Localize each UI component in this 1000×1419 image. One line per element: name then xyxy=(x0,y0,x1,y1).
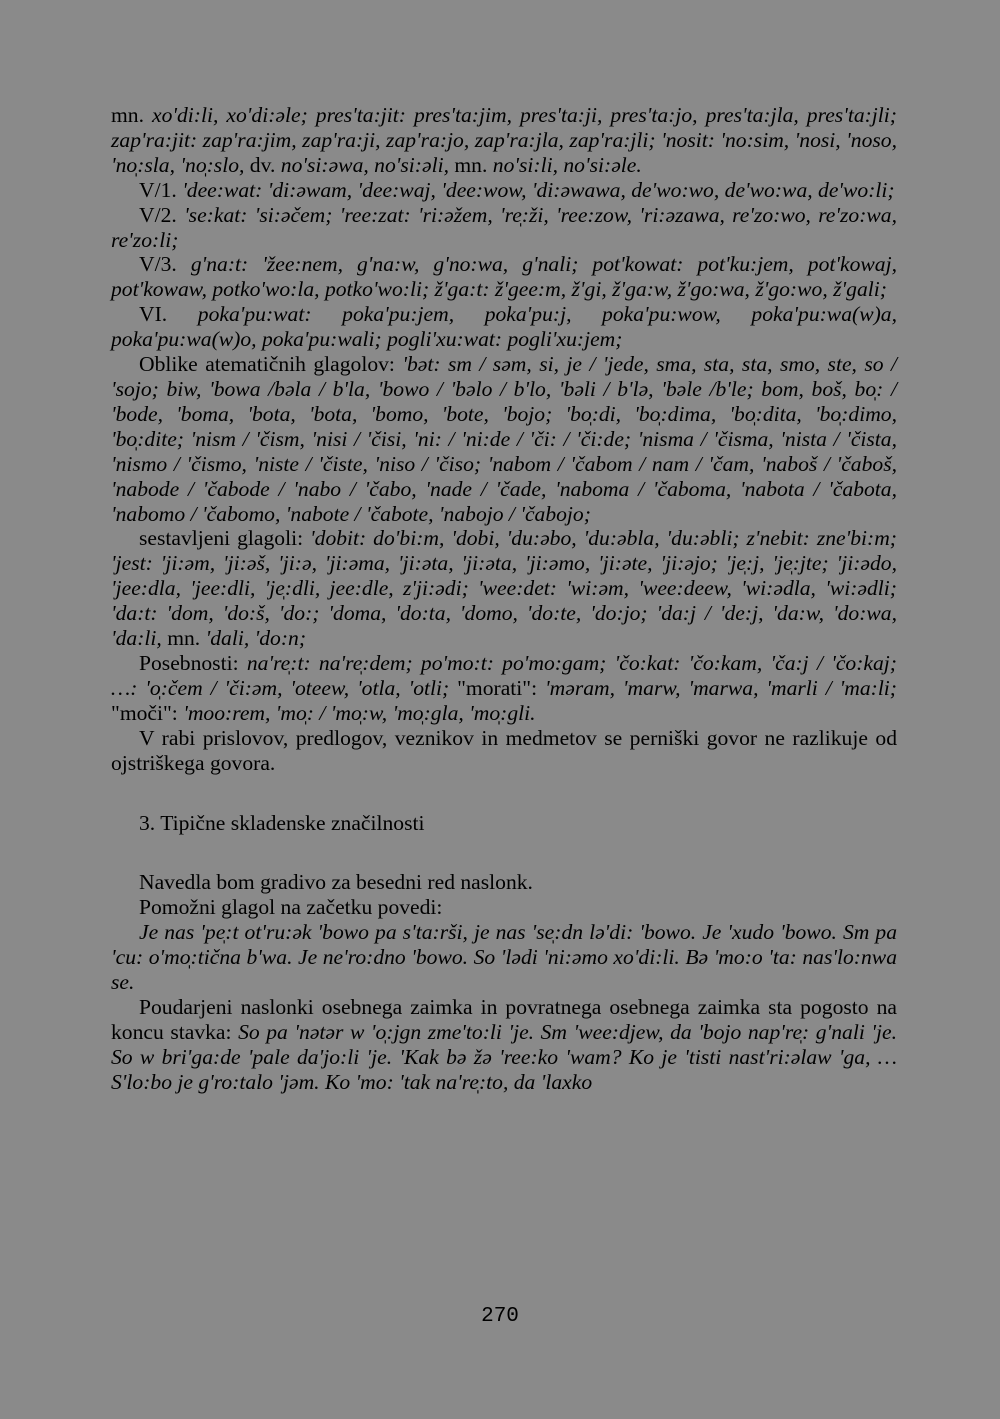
italic-segment: 'dobit: do'bi:m, 'dobi, 'du:əbo, 'du:əbla, 'du:əbli; z'nebit: zne'bi:m; 'jest: 'ji:əm, 'ji:əš, 'ji:ə, 'ji:əma, 'ji:əta, 'ji:əta, 'ji:əmo, 'ji:əte, 'ji:əjo; 'je̩:j, 'je̩:jte; 'ji:ədo, 'jee:dla, 'jee:dli, 'je̩:dli, jee:dle, z'ji:ədi; 'wee:det: 'wi:əm, 'wee:deew, 'wi:ədla, 'wi:ədli; 'da:t: 'dom, 'do:š, 'do:; 'doma, 'do:ta, 'domo, 'do:te, 'do:jo; 'da:j / 'de:j, 'da:w, 'do:wa, 'da:li, xyxy=(111,526,897,651)
paragraph xyxy=(111,995,897,1095)
body-text xyxy=(111,103,897,1095)
page-number: 270 xyxy=(481,1305,519,1328)
paragraph xyxy=(111,302,897,352)
italic-segment: So pa 'nətər w 'o̩:jgn zme'to:li 'je. Sm 'wee:djew, da 'bojo nap're̩: g'nali 'je. So w bri'ga:de 'pale da'jo:li 'je. 'Kak bə žə 'ree:ko 'wam? Ko je 'tisti nast'ri:əlaw 'ga, … S'lo:bo je g'ro:talo 'jəm. Ko 'mo: 'tak na're̩:to, da 'laxko xyxy=(111,1019,897,1094)
text-segment: V/2. xyxy=(139,202,185,227)
paragraph xyxy=(111,895,897,920)
text-segment: mn. xyxy=(448,152,493,177)
paragraph xyxy=(111,651,897,726)
italic-segment: 'moo:rem, 'mo̩: / 'mo̩:w, 'mo̩:gla, 'mo̩:gli. xyxy=(183,700,536,725)
paragraph xyxy=(111,203,897,253)
italic-segment: g'na:t: 'žee:nem, g'na:w, g'no:wa, g'nali; pot'kowat: pot'ku:jem, pot'kowaj, pot'kowaw, potko'wo:la, potko'wo:li; ž'ga:t: ž'gee:m, ž'gi, ž'ga:w, ž'go:wa, ž'go:wo, ž'gali; xyxy=(111,252,897,302)
text-segment: dv. xyxy=(244,152,281,177)
italic-segment: 'se:kat: 'si:əčem; 'ree:zat: 'ri:əžem, 're̩:ži, 'ree:zow, 'ri:əzawa, re'zo:wo, re'zo:wa, re'zo:li; xyxy=(111,202,898,252)
text-segment: V/3. xyxy=(139,252,191,277)
italic-segment: 'dali, 'do:n; xyxy=(205,626,307,651)
italic-segment: no'si:li, no'si:əle. xyxy=(492,152,642,177)
text-segment: mn. xyxy=(111,103,153,127)
section-heading: 3. Tipične skladenske značilnosti xyxy=(139,811,425,836)
text-segment: Pomožni glagol na začetku povedi: xyxy=(139,895,443,920)
text-segment: V/1. xyxy=(139,177,183,202)
italic-segment: 'dee:wat: 'di:əwam, 'dee:waj, 'dee:wow, 'di:əwawa, de'wo:wo, de'wo:wa, de'wo:li; xyxy=(182,177,895,202)
text-segment: sestavljeni glagoli: xyxy=(139,526,311,551)
italic-segment: 'bət: sm / səm, si, je / 'jede, sma, sta, sta, smo, ste, so / 'sojo; biw, 'bowa /bəla / b'la, 'bowo / 'bəlo / b'lo, 'bəli / b'lə, 'bəle /b'le; bom, boš, bo̩: / 'bode, 'boma, 'bota, 'bota, 'bomo, 'bote, 'bojo; 'bo̩:di, 'bo̩:dima, 'bo̩:dita, 'bo̩:dimo, 'bo̩:dite; 'nism / 'čism, 'nisi / 'čisi, 'ni: / 'ni:de / 'či: / 'či:de; 'nisma / 'čisma, 'nista / 'čista, 'nismo / 'čismo, 'niste / 'čiste, 'niso / 'čiso; 'nabom / 'čabom / nam / 'čam, 'naboš / 'čaboš, 'nabode / 'čabode / 'nabo / 'čabo, 'nade / 'čade, 'naboma / 'čaboma, 'nabota / 'čabota, 'nabomo / 'čabomo, 'nabote / 'čabote, 'nabojo / 'čabojo; xyxy=(111,352,897,526)
italic-segment: Je nas 'pe̩:t ot'ru:ək 'bowo pa s'ta:rši, je nas 'se̩:dn lə'di: 'bowo. Je 'xudo 'bowo. Sm pa 'cu: o'mo̩:tična b'wa. Je ne'ro:dno 'bowo. So 'lədi 'ni:əmo xo'di:li. Bə 'mo:o 'ta: nas'lo:nwa se. xyxy=(111,920,897,994)
text-segment: Poudarjeni naslonki osebnega zaimka in povratnega osebnega zaimka sta pogosto na koncu stavka: xyxy=(111,994,897,1044)
paragraph xyxy=(111,726,897,776)
paragraph xyxy=(111,526,897,651)
text-segment: Navedla bom gradivo za besedni red naslonk. xyxy=(139,870,533,895)
paragraph xyxy=(111,252,897,302)
paragraph xyxy=(111,352,897,526)
italic-segment: xo'di:li, xo'di:əle; pres'ta:jit: pres'ta:jim, pres'ta:ji, pres'ta:jo, pres'ta:jla, pres'ta:jli; zap'ra:jit: zap'ra:jim, zap'ra:ji, zap'ra:jo, zap'ra:jla, zap'ra:jli; 'nosit: 'no:sim, 'nosi, 'noso, 'no̩:sla, 'no̩:slo, xyxy=(111,103,897,177)
paragraph xyxy=(111,870,897,895)
text-segment: Posebnosti: xyxy=(139,650,247,675)
text-segment: "moči": xyxy=(111,700,184,725)
italic-segment: na're̩:t: na're̩:dem; po'mo:t: po'mo:gam; 'čo:kat: 'čo:kam, 'ča:j / 'čo:kaj; …: 'o̩:čem / 'či:əm, 'oteew, 'otla, 'otli; xyxy=(111,650,897,700)
paragraph xyxy=(111,103,897,178)
text-segment: V rabi prislovov, predlogov, veznikov in medmetov se perniški govor ne razlikuje od ojstriškega govora. xyxy=(111,725,897,775)
text-segment: Oblike atematičnih glagolov: xyxy=(139,352,403,377)
paragraphs-after-heading xyxy=(111,870,897,1094)
text-segment: mn. xyxy=(161,626,206,651)
paragraphs-before-heading xyxy=(111,103,897,775)
italic-segment: no'si:əwa, no'si:əli, xyxy=(280,152,449,177)
paragraph xyxy=(111,920,897,995)
spacer xyxy=(111,836,897,870)
text-segment: "morati": xyxy=(449,675,546,700)
paragraph xyxy=(111,178,897,203)
italic-segment: 'məram, 'marw, 'marwa, 'marli / 'ma:li; xyxy=(545,675,898,700)
text-segment: VI. xyxy=(139,302,198,327)
italic-segment: poka'pu:wat: poka'pu:jem, poka'pu:j, poka'pu:wow, poka'pu:wa(w)a, poka'pu:wa(w)o, poka'pu:wali; pogli'xu:wat: pogli'xu:jem; xyxy=(111,302,897,352)
